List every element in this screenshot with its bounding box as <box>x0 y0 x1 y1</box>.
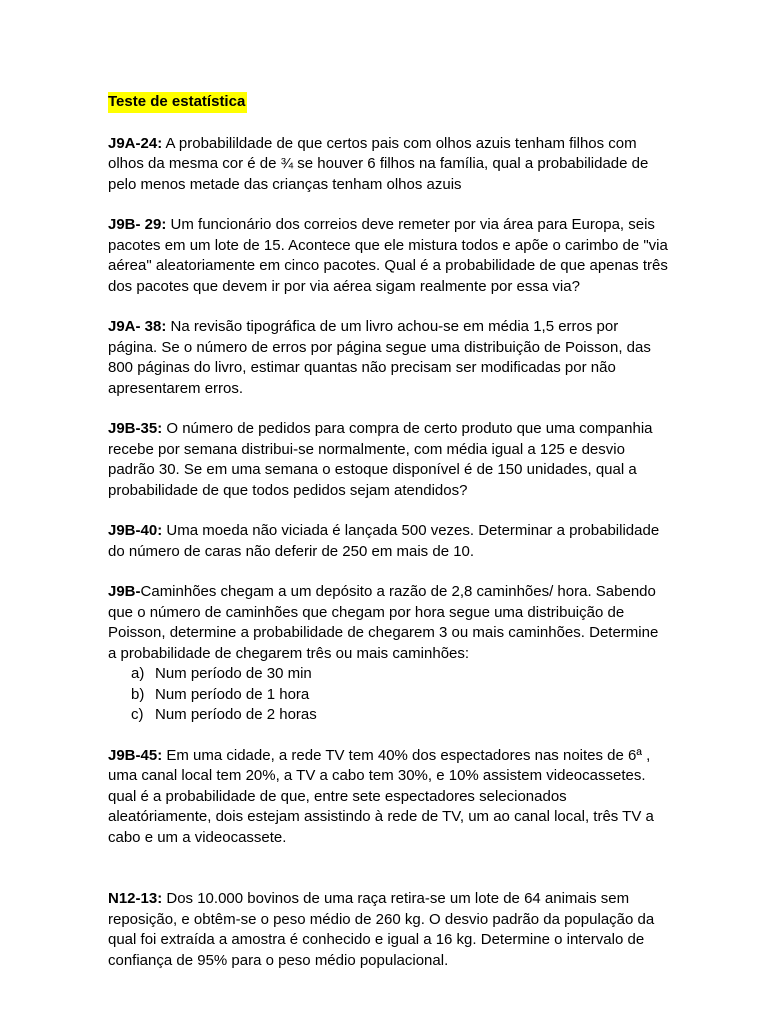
question-text: O número de pedidos para compra de certo produto que uma companhia recebe por semana distribui-se normalmente, com média igual a 125 e desvio padrão 30. Se em uma semana o estoque disponível é de 150 unidades, qual a probabilidade de que todos pedidos sejam atendidos? <box>108 420 653 499</box>
question-j9b-29 <box>108 215 668 297</box>
question-label: J9B-40: <box>108 522 163 539</box>
question-label: N12-13: <box>108 890 163 907</box>
list-marker: a) <box>131 665 145 682</box>
question-j9b-45 <box>108 746 668 849</box>
question-text: Em uma cidade, a rede TV tem 40% dos espectadores nas noites de 6ª , uma canal local tem 20%, a TV a cabo tem 30%, e 10% assistem videocassetes. qual é a probabilidade de que, entre sete espectadores selecionados aleatóriamente, dois estejam assistindo à rede de TV, um ao canal local, três TV a cabo e um a videocassete. <box>108 746 654 846</box>
sub-question-list <box>108 664 668 726</box>
list-item-text: Num período de 30 min <box>155 665 312 682</box>
list-item-text: Num período de 2 horas <box>155 706 317 723</box>
question-text: Um funcionário dos correios deve remeter por via área para Europa, seis pacotes em um lote de 15. Acontece que ele mistura todos e apõe o carimbo de "via aérea" aleatoriamente em cinco pacotes. Qual é a probabilidade de que apenas três dos pacotes que devem ir por via aérea sigam realmente por essa via? <box>108 216 668 295</box>
list-marker: b) <box>131 685 145 703</box>
list-item <box>131 705 668 726</box>
question-text: A probabilildade de que certos pais com olhos azuis tenham filhos com olhos da mesma cor é de ¾ se houver 6 filhos na família, qual a probabilidade de pelo menos metade das crianças tenham olhos azuis <box>108 134 649 193</box>
question-n12-13 <box>108 889 668 971</box>
question-label: J9B-45: <box>108 746 163 764</box>
question-text: Na revisão tipográfica de um livro achou-se em média 1,5 erros por página. Se o número de erros por página segue uma distribuição de Poisson, das 800 páginas do livro, estimar quantas não precisam ser modificadas por não apresentarem erros. <box>108 318 651 397</box>
question-text: Dos 10.000 bovinos de uma raça retira-se um lote de 64 animais sem reposição, e obtêm-se o peso médio de 260 kg. O desvio padrão da população da qual foi extraída a amostra é conhecido e igual a 16 kg. Determine o intervalo de confiança de 95% para o peso médio populacional. <box>108 890 655 969</box>
question-j9a-38 <box>108 317 668 399</box>
question-text: Uma moeda não viciada é lançada 500 vezes. Determinar a probabilidade do número de caras não deferir de 250 em mais de 10. <box>108 522 660 560</box>
question-label: J9A-24: <box>108 134 163 152</box>
question-label: J9B-35: <box>108 420 163 437</box>
document-title: Teste de estatística <box>108 92 247 113</box>
question-label: J9B- 29: <box>108 216 167 233</box>
document-page <box>108 92 668 991</box>
question-text: Caminhões chegam a um depósito a razão de 2,8 caminhões/ hora. Sabendo que o número de caminhões que chegam por hora segue uma distribuição de Poisson, determine a probabilidade de chegarem 3 ou mais caminhões. Determine a probabilidade de chegarem três ou mais caminhões: <box>108 583 659 662</box>
list-marker: c) <box>131 706 144 723</box>
question-j9b-caminhoes <box>108 582 668 726</box>
list-item <box>131 664 668 685</box>
question-j9a-24 <box>108 134 668 196</box>
question-label: J9A- 38: <box>108 318 167 335</box>
question-j9b-35 <box>108 419 668 501</box>
blank-line <box>108 868 668 889</box>
question-j9b-40 <box>108 521 668 562</box>
list-item <box>131 685 668 706</box>
question-label: J9B- <box>108 583 141 600</box>
list-item-text: Num período de 1 hora <box>155 685 310 703</box>
